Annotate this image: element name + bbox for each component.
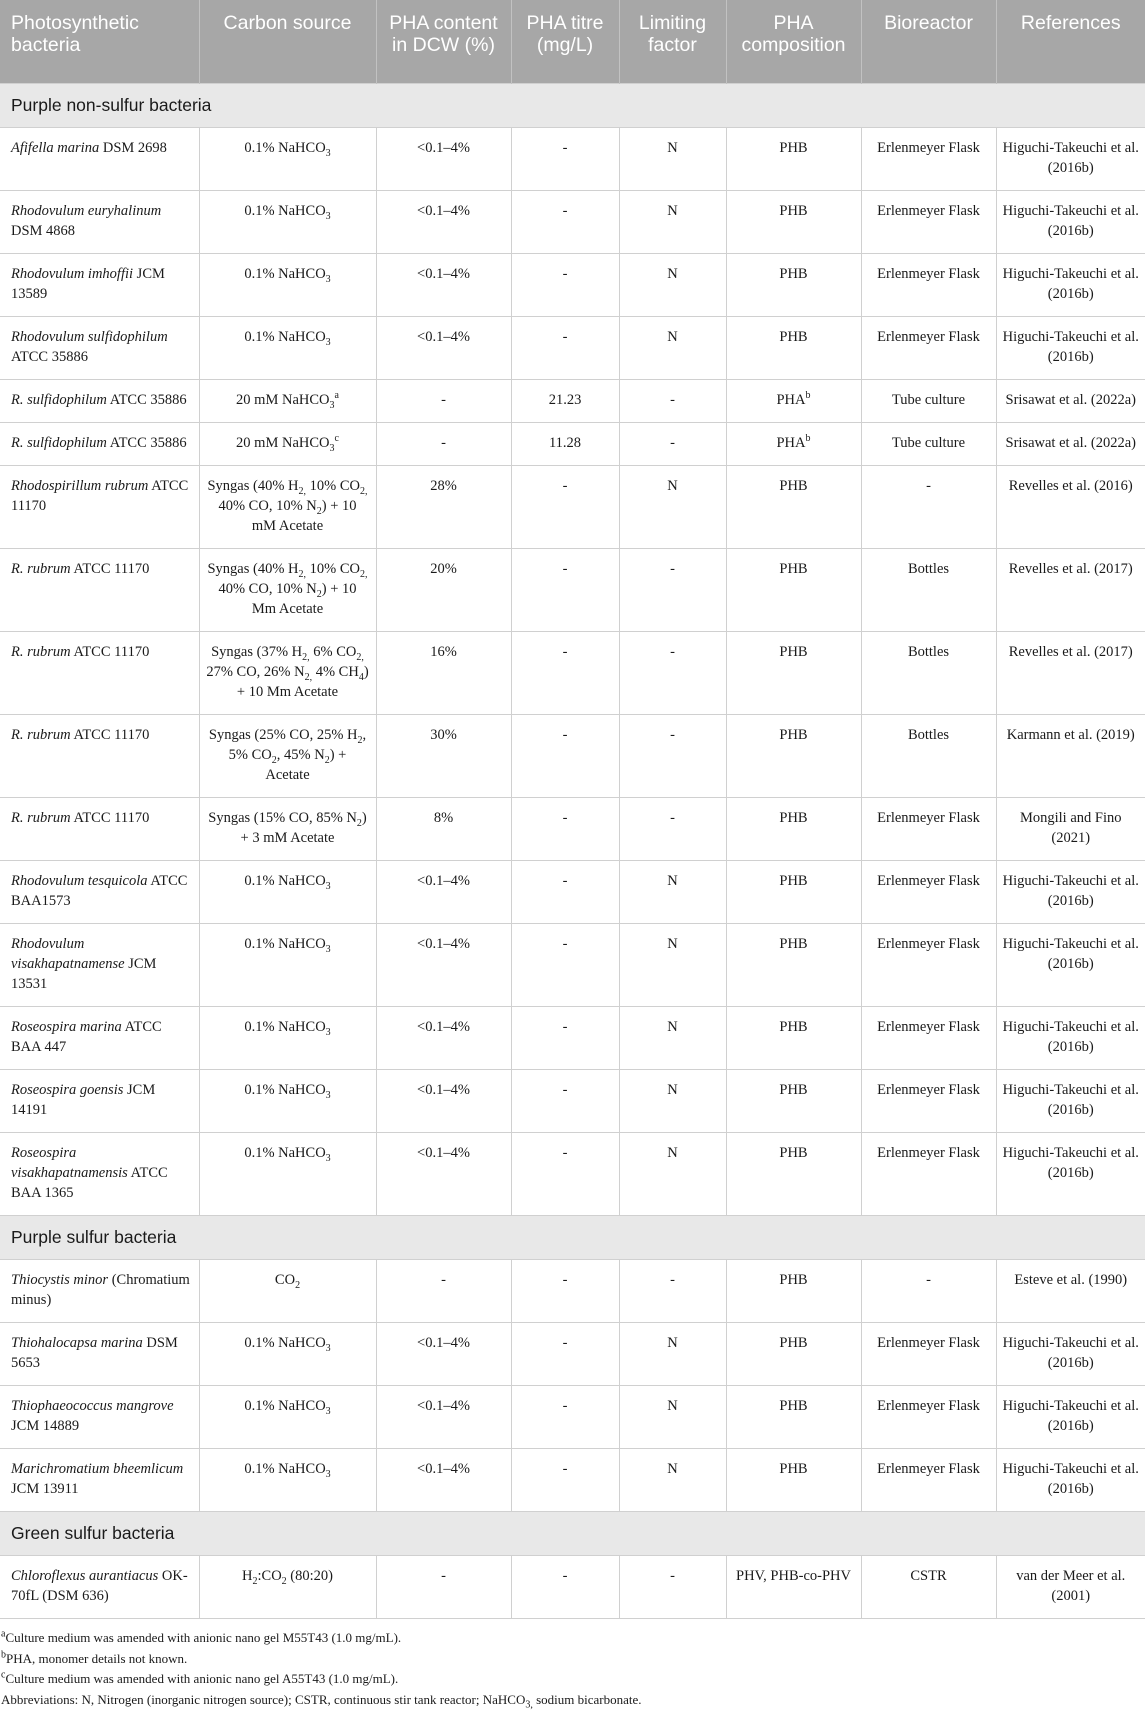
cell-pha-content: - xyxy=(376,1259,511,1322)
cell-carbon-source: 0.1% NaHCO$_3$ xyxy=(199,1132,376,1215)
cell-pha-composition: PHB xyxy=(726,860,861,923)
cell-carbon-source: 20 mM NaHCO$_3^c$ xyxy=(199,422,376,465)
table-row xyxy=(0,316,1145,379)
cell-pha-composition: PHB xyxy=(726,1385,861,1448)
cell-references: Revelles et al. (2016) xyxy=(996,465,1145,548)
cell-references: Higuchi-Takeuchi et al. (2016b) xyxy=(996,190,1145,253)
cell-limiting-factor: - xyxy=(619,714,726,797)
cell-pha-content: 16% xyxy=(376,631,511,714)
group-title: Purple sulfur bacteria xyxy=(0,1215,1145,1259)
cell-bioreactor: Bottles xyxy=(861,548,996,631)
cell-pha-content: <0.1–4% xyxy=(376,1448,511,1511)
cell-bacteria: Thiohalocapsa marina DSM 5653 xyxy=(0,1322,199,1385)
cell-carbon-source: 0.1% NaHCO$_3$ xyxy=(199,1006,376,1069)
cell-pha-titre: - xyxy=(511,631,619,714)
table-row xyxy=(0,1385,1145,1448)
col-header-pha-titre: PHA titre (mg/L) xyxy=(511,0,619,83)
cell-pha-content: <0.1–4% xyxy=(376,253,511,316)
cell-pha-content: <0.1–4% xyxy=(376,316,511,379)
cell-limiting-factor: N xyxy=(619,860,726,923)
cell-limiting-factor: - xyxy=(619,422,726,465)
cell-limiting-factor: - xyxy=(619,631,726,714)
cell-pha-content: <0.1–4% xyxy=(376,1385,511,1448)
cell-references: Higuchi-Takeuchi et al. (2016b) xyxy=(996,316,1145,379)
cell-pha-composition: PHB xyxy=(726,631,861,714)
cell-pha-content: 30% xyxy=(376,714,511,797)
table-row xyxy=(0,190,1145,253)
cell-carbon-source: Syngas (40% $H_{2,}$ 10% $CO_{2,}$ 40% CO, 10% $N_2) + 10$ mM Acetate xyxy=(199,465,376,548)
cell-references: Mongili and Fino (2021) xyxy=(996,797,1145,860)
table-body xyxy=(0,83,1145,1618)
cell-references: Higuchi-Takeuchi et al. (2016b) xyxy=(996,1322,1145,1385)
cell-limiting-factor: N xyxy=(619,127,726,190)
cell-references: Esteve et al. (1990) xyxy=(996,1259,1145,1322)
cell-bioreactor: - xyxy=(861,1259,996,1322)
table-row xyxy=(0,923,1145,1006)
cell-pha-content: 8% xyxy=(376,797,511,860)
cell-pha-content: <0.1–4% xyxy=(376,1322,511,1385)
cell-pha-composition: PHA$^b$ xyxy=(726,379,861,422)
table-header xyxy=(0,0,1145,83)
cell-limiting-factor: N xyxy=(619,1069,726,1132)
cell-carbon-source: Syngas (40% $H_{2,}$ 10% $CO_{2,}$ 40% CO, 10% $N_2) + 10$ Mm Acetate xyxy=(199,548,376,631)
footnote: $^b$PHA, monomer details not known. xyxy=(1,1649,188,1666)
cell-pha-titre: - xyxy=(511,190,619,253)
cell-pha-composition: PHB xyxy=(726,465,861,548)
cell-pha-titre: - xyxy=(511,923,619,1006)
cell-bioreactor: Tube culture xyxy=(861,422,996,465)
cell-references: Srisawat et al. (2022a) xyxy=(996,422,1145,465)
cell-pha-content: <0.1–4% xyxy=(376,860,511,923)
cell-pha-titre: - xyxy=(511,1132,619,1215)
footnote: Abbreviations: N, Nitrogen (inorganic nitrogen source); CSTR, continuous stir tank reactor; NaHCO$_{3,}$ sodium bicarbonate. xyxy=(1,1691,642,1711)
table-row xyxy=(0,379,1145,422)
cell-bacteria: Rhodospirillum rubrum ATCC 11170 xyxy=(0,465,199,548)
col-header-bacteria: Photosynthetic bacteria xyxy=(0,0,199,83)
cell-pha-composition: PHB xyxy=(726,797,861,860)
cell-references: Revelles et al. (2017) xyxy=(996,631,1145,714)
col-header-carbon-source: Carbon source xyxy=(199,0,376,83)
cell-limiting-factor: N xyxy=(619,1006,726,1069)
cell-limiting-factor: N xyxy=(619,1322,726,1385)
cell-pha-composition: PHB xyxy=(726,1322,861,1385)
cell-pha-composition: PHB xyxy=(726,923,861,1006)
cell-pha-titre: - xyxy=(511,1448,619,1511)
cell-bacteria: Thiophaeococcus mangrove JCM 14889 xyxy=(0,1385,199,1448)
group-header-row xyxy=(0,1215,1145,1259)
cell-references: Higuchi-Takeuchi et al. (2016b) xyxy=(996,1448,1145,1511)
cell-pha-composition: PHB xyxy=(726,714,861,797)
cell-limiting-factor: N xyxy=(619,1448,726,1511)
cell-pha-titre: - xyxy=(511,1006,619,1069)
cell-bacteria: Chloroflexus aurantiacus OK-70fL (DSM 636) xyxy=(0,1555,199,1618)
cell-bioreactor: Bottles xyxy=(861,714,996,797)
cell-pha-composition: PHB xyxy=(726,548,861,631)
cell-limiting-factor: - xyxy=(619,379,726,422)
cell-bioreactor: Bottles xyxy=(861,631,996,714)
cell-pha-titre: - xyxy=(511,465,619,548)
cell-references: Higuchi-Takeuchi et al. (2016b) xyxy=(996,1069,1145,1132)
table-row xyxy=(0,1555,1145,1618)
cell-bacteria: Marichromatium bheemlicum JCM 13911 xyxy=(0,1448,199,1511)
cell-limiting-factor: N xyxy=(619,316,726,379)
table-row xyxy=(0,860,1145,923)
cell-carbon-source: 0.1% NaHCO$_3$ xyxy=(199,127,376,190)
cell-carbon-source: $H_2:CO_2$ (80:20) xyxy=(199,1555,376,1618)
cell-limiting-factor: N xyxy=(619,1132,726,1215)
cell-bacteria: R. rubrum ATCC 11170 xyxy=(0,797,199,860)
cell-carbon-source: 0.1% NaHCO$_3$ xyxy=(199,1322,376,1385)
table-row xyxy=(0,253,1145,316)
cell-pha-content: 28% xyxy=(376,465,511,548)
cell-pha-titre: - xyxy=(511,1259,619,1322)
cell-carbon-source: 0.1% NaHCO$_3$ xyxy=(199,923,376,1006)
cell-pha-composition: PHB xyxy=(726,1006,861,1069)
cell-carbon-source: $CO_2$ xyxy=(199,1259,376,1322)
cell-references: Higuchi-Takeuchi et al. (2016b) xyxy=(996,1132,1145,1215)
cell-bacteria: Rhodovulum tesquicola ATCC BAA1573 xyxy=(0,860,199,923)
cell-pha-titre: - xyxy=(511,127,619,190)
cell-pha-titre: - xyxy=(511,797,619,860)
cell-bacteria: Thiocystis minor (Chromatium minus) xyxy=(0,1259,199,1322)
cell-bioreactor: Erlenmeyer Flask xyxy=(861,1132,996,1215)
cell-pha-composition: PHB xyxy=(726,1448,861,1511)
cell-pha-composition: PHV, PHB-co-PHV xyxy=(726,1555,861,1618)
table-row xyxy=(0,1448,1145,1511)
cell-pha-content: <0.1–4% xyxy=(376,923,511,1006)
cell-bacteria: R. sulfidophilum ATCC 35886 xyxy=(0,422,199,465)
group-header-row xyxy=(0,1511,1145,1555)
table-row xyxy=(0,714,1145,797)
cell-limiting-factor: - xyxy=(619,548,726,631)
cell-carbon-source: 0.1% NaHCO$_3$ xyxy=(199,1385,376,1448)
col-header-limiting-factor: Limiting factor xyxy=(619,0,726,83)
cell-carbon-source: 0.1% NaHCO$_3$ xyxy=(199,860,376,923)
cell-limiting-factor: N xyxy=(619,465,726,548)
cell-carbon-source: 0.1% NaHCO$_3$ xyxy=(199,1069,376,1132)
cell-carbon-source: 0.1% NaHCO$_3$ xyxy=(199,253,376,316)
cell-pha-composition: PHB xyxy=(726,316,861,379)
cell-limiting-factor: - xyxy=(619,1259,726,1322)
table-row xyxy=(0,1259,1145,1322)
cell-references: Higuchi-Takeuchi et al. (2016b) xyxy=(996,253,1145,316)
cell-pha-titre: 11.28 xyxy=(511,422,619,465)
cell-references: Higuchi-Takeuchi et al. (2016b) xyxy=(996,127,1145,190)
cell-pha-composition: PHB xyxy=(726,253,861,316)
table-row xyxy=(0,631,1145,714)
cell-bioreactor: Erlenmeyer Flask xyxy=(861,1385,996,1448)
cell-bioreactor: CSTR xyxy=(861,1555,996,1618)
cell-bacteria: Rhodovulum sulfidophilum ATCC 35886 xyxy=(0,316,199,379)
cell-bioreactor: Erlenmeyer Flask xyxy=(861,1322,996,1385)
table-row xyxy=(0,548,1145,631)
cell-bacteria: Rhodovulum euryhalinum DSM 4868 xyxy=(0,190,199,253)
cell-pha-composition: PHB xyxy=(726,127,861,190)
cell-bioreactor: Erlenmeyer Flask xyxy=(861,923,996,1006)
cell-carbon-source: 0.1% NaHCO$_3$ xyxy=(199,1448,376,1511)
cell-pha-content: - xyxy=(376,1555,511,1618)
cell-bacteria: Rhodovulum visakhapatnamense JCM 13531 xyxy=(0,923,199,1006)
cell-limiting-factor: N xyxy=(619,253,726,316)
cell-pha-composition: PHB xyxy=(726,1069,861,1132)
col-header-bioreactor: Bioreactor xyxy=(861,0,996,83)
cell-limiting-factor: N xyxy=(619,1385,726,1448)
cell-pha-content: - xyxy=(376,379,511,422)
table-row xyxy=(0,1132,1145,1215)
cell-bacteria: R. rubrum ATCC 11170 xyxy=(0,548,199,631)
cell-references: Higuchi-Takeuchi et al. (2016b) xyxy=(996,860,1145,923)
cell-carbon-source: 20 mM NaHCO$_3^a$ xyxy=(199,379,376,422)
cell-references: Higuchi-Takeuchi et al. (2016b) xyxy=(996,923,1145,1006)
cell-carbon-source: Syngas (37% $H_{2,}$ 6% $CO_{2,}$ 27% CO, 26% $N_{2,}$ 4% $CH_4) + 10$ Mm Acetate xyxy=(199,631,376,714)
cell-bacteria: R. sulfidophilum ATCC 35886 xyxy=(0,379,199,422)
cell-pha-composition: PHB xyxy=(726,1132,861,1215)
cell-bacteria: R. rubrum ATCC 11170 xyxy=(0,631,199,714)
table-row xyxy=(0,1069,1145,1132)
group-header-row xyxy=(0,83,1145,127)
cell-bioreactor: Erlenmeyer Flask xyxy=(861,253,996,316)
cell-pha-content: <0.1–4% xyxy=(376,190,511,253)
cell-pha-titre: - xyxy=(511,1069,619,1132)
cell-pha-content: <0.1–4% xyxy=(376,1069,511,1132)
table-row xyxy=(0,1006,1145,1069)
cell-bioreactor: Erlenmeyer Flask xyxy=(861,190,996,253)
cell-bioreactor: Erlenmeyer Flask xyxy=(861,316,996,379)
cell-bacteria: Roseospira marina ATCC BAA 447 xyxy=(0,1006,199,1069)
cell-carbon-source: Syngas (15% CO, 85% $N_2) + 3$ mM Acetate xyxy=(199,797,376,860)
cell-pha-titre: - xyxy=(511,860,619,923)
cell-bacteria: Roseospira goensis JCM 14191 xyxy=(0,1069,199,1132)
group-title: Green sulfur bacteria xyxy=(0,1511,1145,1555)
cell-bioreactor: - xyxy=(861,465,996,548)
cell-pha-titre: - xyxy=(511,1385,619,1448)
cell-pha-content: <0.1–4% xyxy=(376,127,511,190)
cell-references: Srisawat et al. (2022a) xyxy=(996,379,1145,422)
cell-carbon-source: 0.1% NaHCO$_3$ xyxy=(199,190,376,253)
cell-bioreactor: Erlenmeyer Flask xyxy=(861,860,996,923)
cell-pha-titre: - xyxy=(511,714,619,797)
cell-limiting-factor: N xyxy=(619,923,726,1006)
cell-pha-composition: PHB xyxy=(726,190,861,253)
table-row xyxy=(0,797,1145,860)
cell-pha-titre: - xyxy=(511,253,619,316)
table-row xyxy=(0,127,1145,190)
footnote: $^c$Culture medium was amended with anionic nano gel A55T43 (1.0 mg/mL). xyxy=(1,1669,399,1686)
table-footnotes xyxy=(0,1628,1145,1710)
cell-bioreactor: Erlenmeyer Flask xyxy=(861,1448,996,1511)
footnote: $^a$Culture medium was amended with anionic nano gel M55T43 (1.0 mg/mL). xyxy=(1,1628,402,1645)
cell-references: Higuchi-Takeuchi et al. (2016b) xyxy=(996,1006,1145,1069)
cell-pha-titre: - xyxy=(511,1322,619,1385)
cell-references: Higuchi-Takeuchi et al. (2016b) xyxy=(996,1385,1145,1448)
col-header-pha-composition: PHA composition xyxy=(726,0,861,83)
table-row xyxy=(0,465,1145,548)
cell-pha-content: - xyxy=(376,422,511,465)
table-row xyxy=(0,1322,1145,1385)
cell-limiting-factor: - xyxy=(619,797,726,860)
cell-bioreactor: Tube culture xyxy=(861,379,996,422)
table-row xyxy=(0,422,1145,465)
cell-bioreactor: Erlenmeyer Flask xyxy=(861,127,996,190)
group-title: Purple non-sulfur bacteria xyxy=(0,83,1145,127)
cell-bioreactor: Erlenmeyer Flask xyxy=(861,797,996,860)
cell-pha-titre: - xyxy=(511,316,619,379)
cell-pha-content: 20% xyxy=(376,548,511,631)
cell-references: van der Meer et al. (2001) xyxy=(996,1555,1145,1618)
col-header-pha-content: PHA content in DCW (%) xyxy=(376,0,511,83)
cell-bacteria: Rhodovulum imhoffii JCM 13589 xyxy=(0,253,199,316)
col-header-references: References xyxy=(996,0,1145,83)
cell-references: Karmann et al. (2019) xyxy=(996,714,1145,797)
cell-pha-composition: PHA$^b$ xyxy=(726,422,861,465)
cell-bioreactor: Erlenmeyer Flask xyxy=(861,1069,996,1132)
cell-limiting-factor: - xyxy=(619,1555,726,1618)
cell-pha-titre: - xyxy=(511,1555,619,1618)
cell-bacteria: R. rubrum ATCC 11170 xyxy=(0,714,199,797)
cell-references: Revelles et al. (2017) xyxy=(996,548,1145,631)
cell-limiting-factor: N xyxy=(619,190,726,253)
cell-bacteria: Afifella marina DSM 2698 xyxy=(0,127,199,190)
cell-pha-composition: PHB xyxy=(726,1259,861,1322)
cell-pha-titre: - xyxy=(511,548,619,631)
cell-pha-titre: 21.23 xyxy=(511,379,619,422)
cell-pha-content: <0.1–4% xyxy=(376,1006,511,1069)
cell-carbon-source: 0.1% NaHCO$_3$ xyxy=(199,316,376,379)
cell-bacteria: Roseospira visakhapatnamensis ATCC BAA 1365 xyxy=(0,1132,199,1215)
cell-pha-content: <0.1–4% xyxy=(376,1132,511,1215)
cell-bioreactor: Erlenmeyer Flask xyxy=(861,1006,996,1069)
cell-carbon-source: Syngas (25% CO, 25% $H_2$, 5% $CO_2$, 45% $N_2$) + Acetate xyxy=(199,714,376,797)
